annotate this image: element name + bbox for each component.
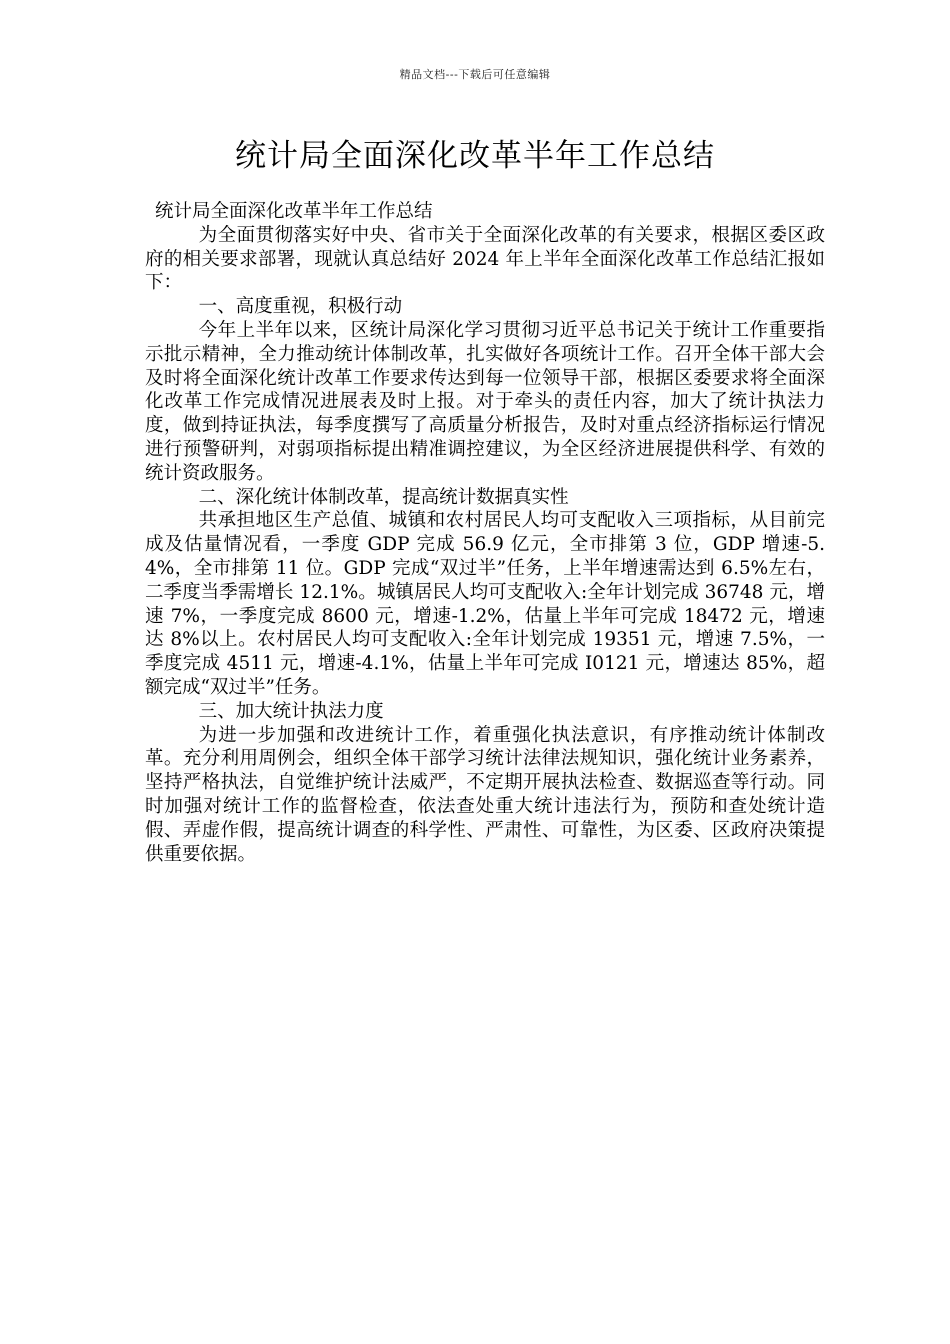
header-note: 精品文档---下载后可任意编辑	[399, 68, 551, 81]
section-heading-2: 二、深化统计体制改革，提高统计数据真实性	[198, 486, 569, 508]
section-paragraph-1: 今年上半年以来，区统计局深化学习贯彻习近平总书记关于统计工作重要指示批示精神，全力推动统计体制改革，扎实做好各项统计工作。召开全体干部大会及时将全面深化统计改革工作要求传达到每一位领导干部，根据区委要求将全面深化改革工作完成情况进展表及时上报。对于牵头的责任内容，加大了统计执法力度，做到持证执法，每季度撰写了高质量分析报告，及时对重点经济指标运行情况进行预警研判，对弱项指标提出精准调控建议，为全区经济进展提供科学、有效的统计资政服务。	[145, 319, 825, 484]
section-heading-3: 三、加大统计执法力度	[198, 700, 384, 722]
document-title: 统计局全面深化改革半年工作总结	[235, 138, 715, 174]
intro-paragraph: 为全面贯彻落实好中央、省市关于全面深化改革的有关要求，根据区委区政府的相关要求部署，现就认真总结好 2024 年上半年全面深化改革工作总结汇报如下：	[145, 224, 825, 294]
document-body	[145, 200, 825, 866]
section-paragraph-3: 为进一步加强和改进统计工作，着重强化执法意识，有序推动统计体制改革。充分利用周例会，组织全体干部学习统计法律法规知识，强化统计业务素养，坚持严格执法，自觉维护统计法威严，不定期开展执法检查、数据巡查等行动。同时加强对统计工作的监督检查，依法查处重大统计违法行为，预防和查处统计造假、弄虚作假，提高统计调查的科学性、严肃性、可靠性，为区委、区政府决策提供重要依据。	[145, 724, 825, 865]
section-heading-1: 一、高度重视，积极行动	[198, 296, 403, 318]
section-paragraph-2: 共承担地区生产总值、城镇和农村居民人均可支配收入三项指标，从目前完成及估量情况看，一季度 GDP 完成 56.9 亿元，全市排第 3 位，GDP 增速-5.4%，全市排第 11 位。GDP 完成“双过半”任务，上半年增速需达到 6.5%左右，二季度当季需增长 12.1%。城镇居民人均可支配收入:全年计划完成 36748 元，增速 7%，一季度完成 8600 元，增速-1.2%，估量上半年可完成 18472 元，增速达 8%以上。农村居民人均可支配收入:全年计划完成 19351 元，增速 7.5%，一季度完成 4511 元，增速-4.1%，估量上半年可完成 I0121 元，增速达 85%，超额完成“双过半”任务。	[145, 510, 825, 698]
document-subtitle: 统计局全面深化改革半年工作总结	[155, 201, 433, 222]
